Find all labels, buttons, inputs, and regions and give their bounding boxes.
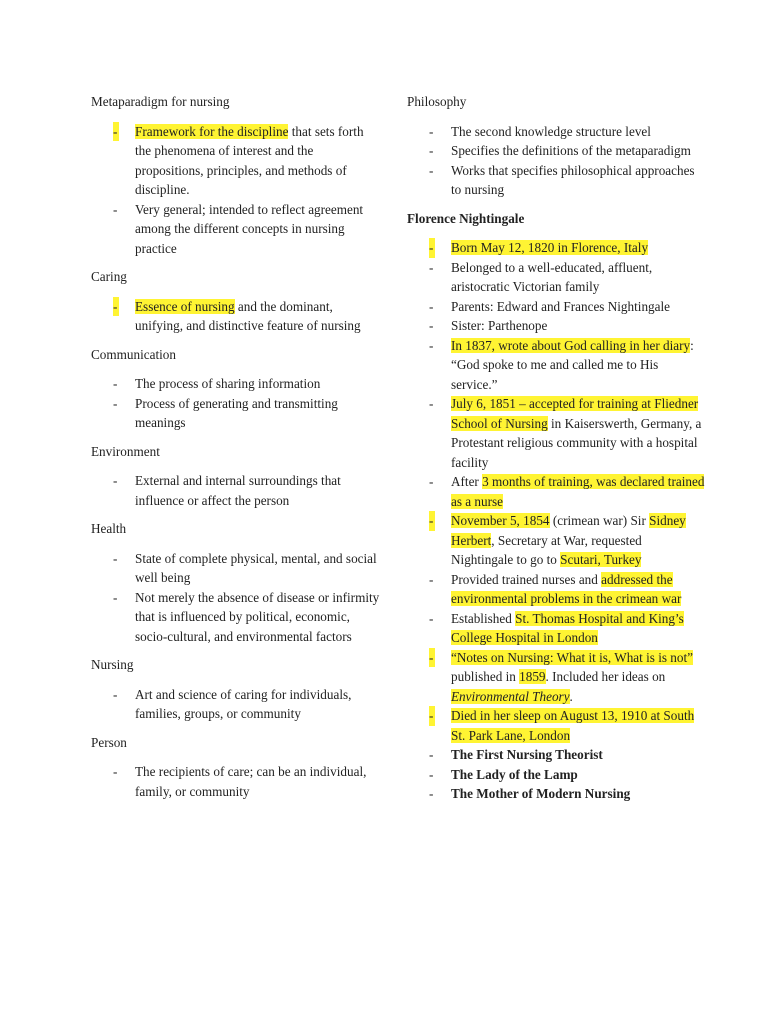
item-text: Sister: Parthenope (451, 318, 548, 333)
section-communication (91, 345, 381, 433)
item-text: Parents: Edward and Frances Nightingale (451, 298, 670, 314)
section-caring (91, 267, 381, 336)
section-health (91, 519, 381, 646)
heading-health: Health (91, 521, 127, 536)
heading-person: Person (91, 734, 127, 750)
bullet-dash: - (113, 395, 118, 411)
item-text: Not merely the absence of disease or infirmity that is influenced by political, economic, socio-cultural, and environmental factors (135, 589, 380, 644)
list-item (407, 238, 707, 258)
item-text: Belonged to a well-educated, affluent, aristocratic Victorian family (451, 259, 653, 294)
list-item (407, 706, 707, 745)
item-text: and the dominant, unifying, and distinctive feature of nursing (135, 298, 361, 333)
list-item (407, 609, 707, 648)
bullet-dash: - (429, 162, 434, 178)
bullet-dash: - (429, 123, 434, 139)
bullet-dash: - (113, 297, 119, 317)
bold-text: The First Nursing Theorist (451, 747, 603, 762)
list-caring (91, 297, 381, 336)
bullet-dash: - (113, 122, 119, 142)
bullet-dash: - (113, 764, 118, 779)
list-item (407, 336, 707, 395)
highlighted-text: “Notes on Nursing: What it is, What is is not” (451, 649, 693, 665)
bold-text: The Lady of the Lamp (451, 766, 578, 782)
list-item (407, 765, 707, 785)
list-communication (91, 374, 381, 433)
bullet-dash: - (429, 747, 434, 762)
bullet-dash: - (429, 259, 434, 275)
heading-caring: Caring (91, 269, 127, 284)
item-text: that sets forth the phenomena of interest and the propositions, principles, and methods of discipline. (135, 123, 364, 197)
bullet-dash: - (429, 318, 434, 333)
section-philosophy (407, 92, 707, 200)
section-nursing (91, 655, 381, 724)
bullet-dash: - (113, 201, 118, 217)
list-item (407, 511, 707, 570)
item-text: The process of sharing information (135, 376, 321, 391)
list-item (91, 374, 381, 394)
list-item (407, 161, 707, 200)
section-metaparadigm (91, 92, 381, 258)
bullet-dash: - (429, 786, 434, 801)
list-item (91, 588, 381, 647)
item-text: Provided trained nurses and (451, 571, 602, 587)
item-text: State of complete physical, mental, and social well being (135, 550, 377, 585)
bullet-dash: - (113, 686, 118, 702)
bullet-dash: - (429, 337, 434, 353)
heading-communication: Communication (91, 346, 176, 362)
item-text: (crimean war) Sir (549, 513, 650, 528)
item-text: . Included her ideas on (545, 669, 666, 684)
section-environment (91, 442, 381, 511)
bullet-dash: - (429, 648, 435, 668)
bullet-dash: - (429, 143, 434, 158)
item-text: Established (451, 610, 516, 626)
list-item (91, 471, 381, 510)
item-text: External and internal surroundings that influence or affect the person (135, 473, 341, 508)
list-item (407, 297, 707, 317)
item-text: . (569, 688, 573, 704)
bullet-dash: - (113, 376, 118, 391)
bullet-dash: - (429, 706, 435, 726)
highlighted-text: November 5, 1854 (451, 513, 550, 528)
list-item (407, 745, 707, 765)
item-text: The second knowledge structure level (451, 123, 651, 139)
list-person (91, 762, 381, 801)
bullet-dash: - (429, 298, 434, 314)
list-item (407, 122, 707, 142)
item-text: , Secretary at War, requested Nightingale to go to (451, 532, 642, 567)
item-text: : “God spoke to me and called me to His service.” (451, 337, 694, 392)
list-item (91, 297, 381, 336)
bullet-dash: - (429, 511, 435, 531)
bullet-dash: - (113, 550, 118, 566)
highlighted-text: Born May 12, 1820 in Florence, Italy (451, 240, 649, 255)
list-metaparadigm (91, 122, 381, 259)
heading-philosophy: Philosophy (407, 94, 467, 109)
bullet-dash: - (429, 238, 435, 258)
left-column (91, 92, 381, 810)
list-item (91, 549, 381, 588)
section-florence-nightingale (407, 209, 707, 804)
list-philosophy (407, 122, 707, 200)
heading-metaparadigm: Metaparadigm for nursing (91, 94, 230, 109)
highlighted-text: St. Thomas Hospital and King’s College Hospital in London (451, 610, 684, 645)
item-text: After (451, 474, 483, 489)
highlighted-italic-text: Environmental Theory (451, 688, 570, 704)
bullet-dash: - (429, 610, 434, 626)
list-item (407, 141, 707, 161)
item-text: in Kaiserswerth, Germany, a Protestant religious community with a hospital facility (451, 415, 702, 470)
item-text: published in (451, 669, 520, 684)
heading-environment: Environment (91, 443, 160, 459)
highlighted-text: Died in her sleep on August 13, 1910 at South St. Park Lane, London (451, 708, 695, 743)
item-text: The recipients of care; can be an individual, family, or community (135, 764, 367, 799)
list-item (407, 394, 707, 472)
bold-text: The Mother of Modern Nursing (451, 786, 631, 801)
highlighted-text: July 6, 1851 – accepted for training at Fliedner School of Nursing (451, 396, 699, 431)
list-item (91, 122, 381, 200)
highlighted-text: Framework for the discipline (135, 123, 289, 139)
list-item (407, 570, 707, 609)
highlighted-text: 1859 (519, 669, 546, 684)
list-item (91, 762, 381, 801)
list-item (407, 648, 707, 707)
item-text: Works that specifies philosophical approaches to nursing (451, 162, 695, 197)
bullet-dash: - (429, 474, 434, 489)
bullet-dash: - (429, 766, 434, 782)
bullet-dash: - (429, 571, 434, 587)
list-item (407, 316, 707, 336)
list-item (91, 394, 381, 433)
list-item (407, 784, 707, 804)
bullet-dash: - (113, 473, 118, 488)
section-person (91, 733, 381, 802)
item-text: Process of generating and transmitting meanings (135, 395, 338, 430)
list-item (407, 258, 707, 297)
list-item (91, 685, 381, 724)
bullet-dash: - (429, 396, 434, 411)
highlighted-text: 3 months of training, was declared trained as a nurse (451, 474, 705, 509)
highlighted-text: In 1837, wrote about God calling in her diary (451, 337, 691, 353)
highlighted-text: Sidney Herbert (451, 513, 686, 548)
heading-florence-nightingale: Florence Nightingale (407, 210, 525, 226)
bullet-dash: - (113, 589, 118, 605)
list-health (91, 549, 381, 647)
list-item (91, 200, 381, 259)
list-environment (91, 471, 381, 510)
heading-nursing: Nursing (91, 657, 134, 672)
highlighted-text: addressed the environmental problems in the crimean war (451, 571, 682, 606)
list-item (407, 472, 707, 511)
highlighted-text: Scutari, Turkey (560, 552, 642, 567)
item-text: Art and science of caring for individuals, families, groups, or community (135, 686, 352, 721)
right-column (407, 92, 707, 813)
item-text: Specifies the definitions of the metaparadigm (451, 143, 691, 158)
list-nursing (91, 685, 381, 724)
item-text: Very general; intended to reflect agreement among the different concepts in nursing practice (135, 201, 364, 256)
highlighted-text: Essence of nursing (135, 298, 235, 314)
list-florence-nightingale (407, 238, 707, 804)
